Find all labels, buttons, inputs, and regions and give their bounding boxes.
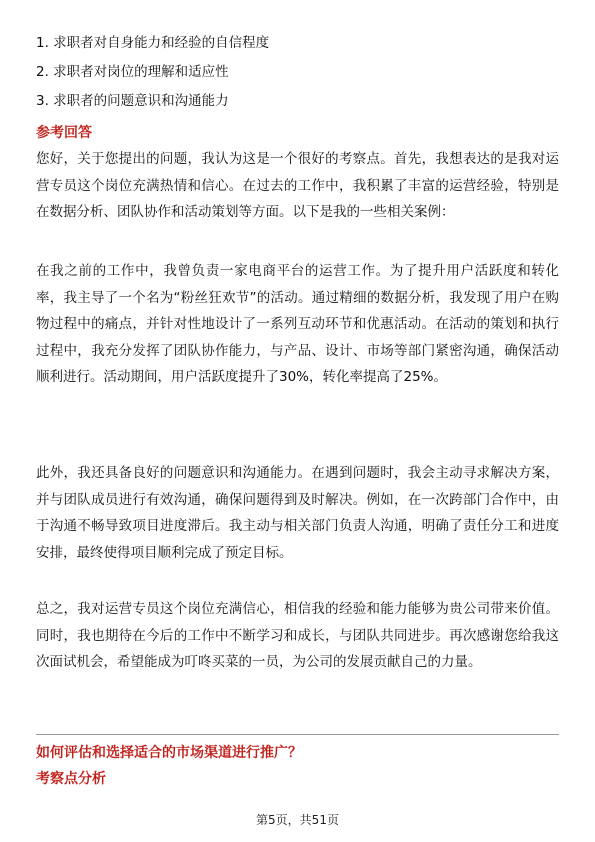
answer-heading: 参考回答 xyxy=(36,125,92,141)
list-item: 3. 求职者的问题意识和沟通能力 xyxy=(36,93,229,109)
answer-paragraph: 在我之前的工作中，我曾负责一家电商平台的运营工作。为了提升用户活跃度和转化率，我主导了一个名为“粉丝狂欢节”的活动。通过精细的数据分析，我发现了用户在购物过程中的痛点，并针对性地设计了一系列互动环节和优惠活动。在活动的策划和执行过程中，我充分发挥了团队协作能力，与产品、设计、市场等部门紧密沟通，确保活动顺利进行。活动期间，用户活跃度提升了30%，转化率提高了25%。 xyxy=(36,263,559,386)
list-item: 1. 求职者对自身能力和经验的自信程度 xyxy=(36,35,270,51)
question-heading: 如何评估和选择适合的市场渠道进行推广？ xyxy=(36,745,302,761)
answer-paragraph: 此外，我还具备良好的问题意识和沟通能力。在遇到问题时，我会主动寻求解决方案，并与团队成员进行有效沟通，确保问题得到及时解决。例如，在一次跨部门合作中，由于沟通不畅导致项目进度滞后。我主动与相关部门负责人沟通，明确了责任分工和进度安排，最终使得项目顺利完成了预定目标。 xyxy=(36,465,559,561)
answer-paragraph: 您好，关于您提出的问题，我认为这是一个很好的考察点。首先，我想表达的是我对运营专员这个岗位充满热情和信心。在过去的工作中，我积累了丰富的运营经验，特别是在数据分析、团队协作和活动策划等方面。以下是我的一些相关案例： xyxy=(36,151,559,221)
section-divider xyxy=(36,734,559,735)
analysis-subheading: 考察点分析 xyxy=(36,771,106,787)
page-number: 第5页，共51页 xyxy=(256,813,339,827)
list-item: 2. 求职者对岗位的理解和适应性 xyxy=(36,64,229,80)
answer-paragraph: 总之，我对运营专员这个岗位充满信心，相信我的经验和能力能够为贵公司带来价值。同时，我也期待在今后的工作中不断学习和成长，与团队共同进步。再次感谢您给我这次面试机会，希望能成为叮咚买菜的一员，为公司的发展贡献自己的力量。 xyxy=(36,601,559,671)
